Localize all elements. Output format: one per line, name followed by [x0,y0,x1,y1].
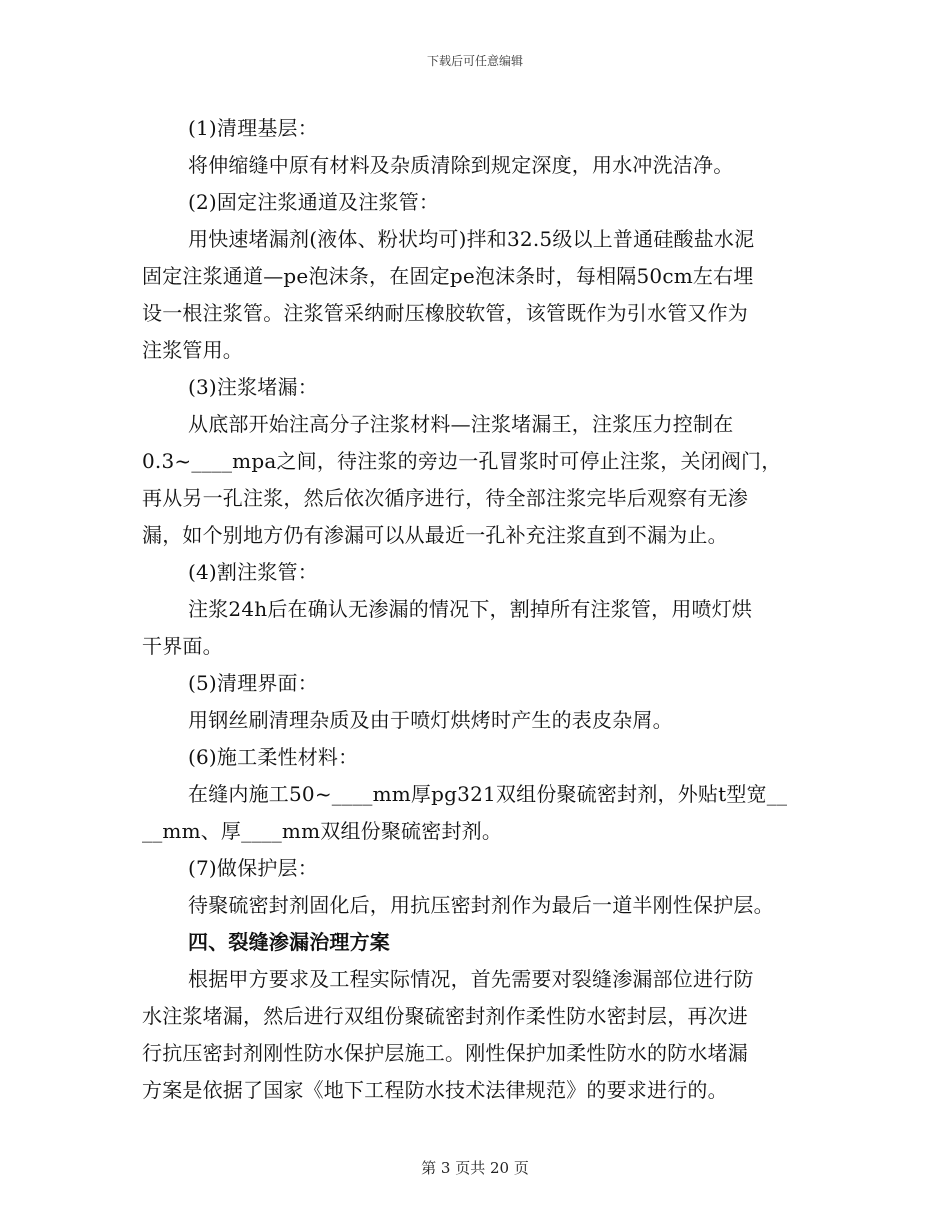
paragraph-line: (5)清理界面： [188,671,318,695]
paragraph-line: 将伸缩缝中原有材料及杂质清除到规定深度，用水冲洗洁净。 [188,153,734,177]
paragraph-line: 水注浆堵漏，然后进行双组份聚硫密封剂作柔性防水密封层，再次进 [142,1004,748,1028]
paragraph-line: 在缝内施工50~____mm厚pg321双组份聚硫密封剂，外贴t型宽__ [188,782,788,806]
page-number: 第 3 页共 20 页 [421,1159,529,1177]
paragraph-line: 干界面。 [142,634,223,658]
paragraph-line: (6)施工柔性材料： [188,745,359,769]
paragraph-line: (1)清理基层： [188,116,318,140]
paragraph-line: 固定注浆通道—pe泡沫条，在固定pe泡沫条时，每相隔50cm左右埋 [142,264,754,288]
paragraph-line: __mm、厚____mm双组份聚硫密封剂。 [142,819,503,843]
paragraph-line: 漏，如个别地方仍有渗漏可以从最近一孔补充注浆直到不漏为止。 [142,523,728,547]
paragraph-line: 用钢丝刷清理杂质及由于喷灯烘烤时产生的表皮杂屑。 [188,708,673,732]
paragraph-line: 方案是依据了国家《地下工程防水技术法律规范》的要求进行的。 [142,1078,728,1102]
paragraph-line: 注浆管用。 [142,338,243,362]
paragraph-line: 行抗压密封剂刚性防水保护层施工。刚性保护加柔性防水的防水堵漏 [142,1041,748,1065]
paragraph-line: 从底部开始注高分子注浆材料—注浆堵漏王，注浆压力控制在 [188,412,734,436]
paragraph-line: 0.3~____mpa之间，待注浆的旁边一孔冒浆时可停止注浆，关闭阀门， [142,449,782,473]
section-heading: 四、裂缝渗漏治理方案 [188,930,390,954]
paragraph-line: 设一根注浆管。注浆管采纳耐压橡胶软管，该管既作为引水管又作为 [142,301,748,325]
paragraph-line: 用快速堵漏剂(液体、粉状均可)拌和32.5级以上普通硅酸盐水泥 [188,227,755,251]
paragraph-line: 再从另一孔注浆，然后依次循序进行，待全部注浆完毕后观察有无渗 [142,486,748,510]
paragraph-line: 根据甲方要求及工程实际情况，首先需要对裂缝渗漏部位进行防 [188,967,754,991]
paragraph-line: (7)做保护层： [188,856,318,880]
document-body [142,110,812,1109]
page-header-note: 下载后可任意编辑 [426,54,523,68]
paragraph-line: (2)固定注浆通道及注浆管： [188,190,440,214]
paragraph-line: 注浆24h后在确认无渗漏的情况下，割掉所有注浆管，用喷灯烘 [188,597,753,621]
paragraph-line: (4)割注浆管： [188,560,318,584]
paragraph-line: 待聚硫密封剂固化后，用抗压密封剂作为最后一道半刚性保护层。 [188,893,774,917]
paragraph-line: (3)注浆堵漏： [188,375,318,399]
